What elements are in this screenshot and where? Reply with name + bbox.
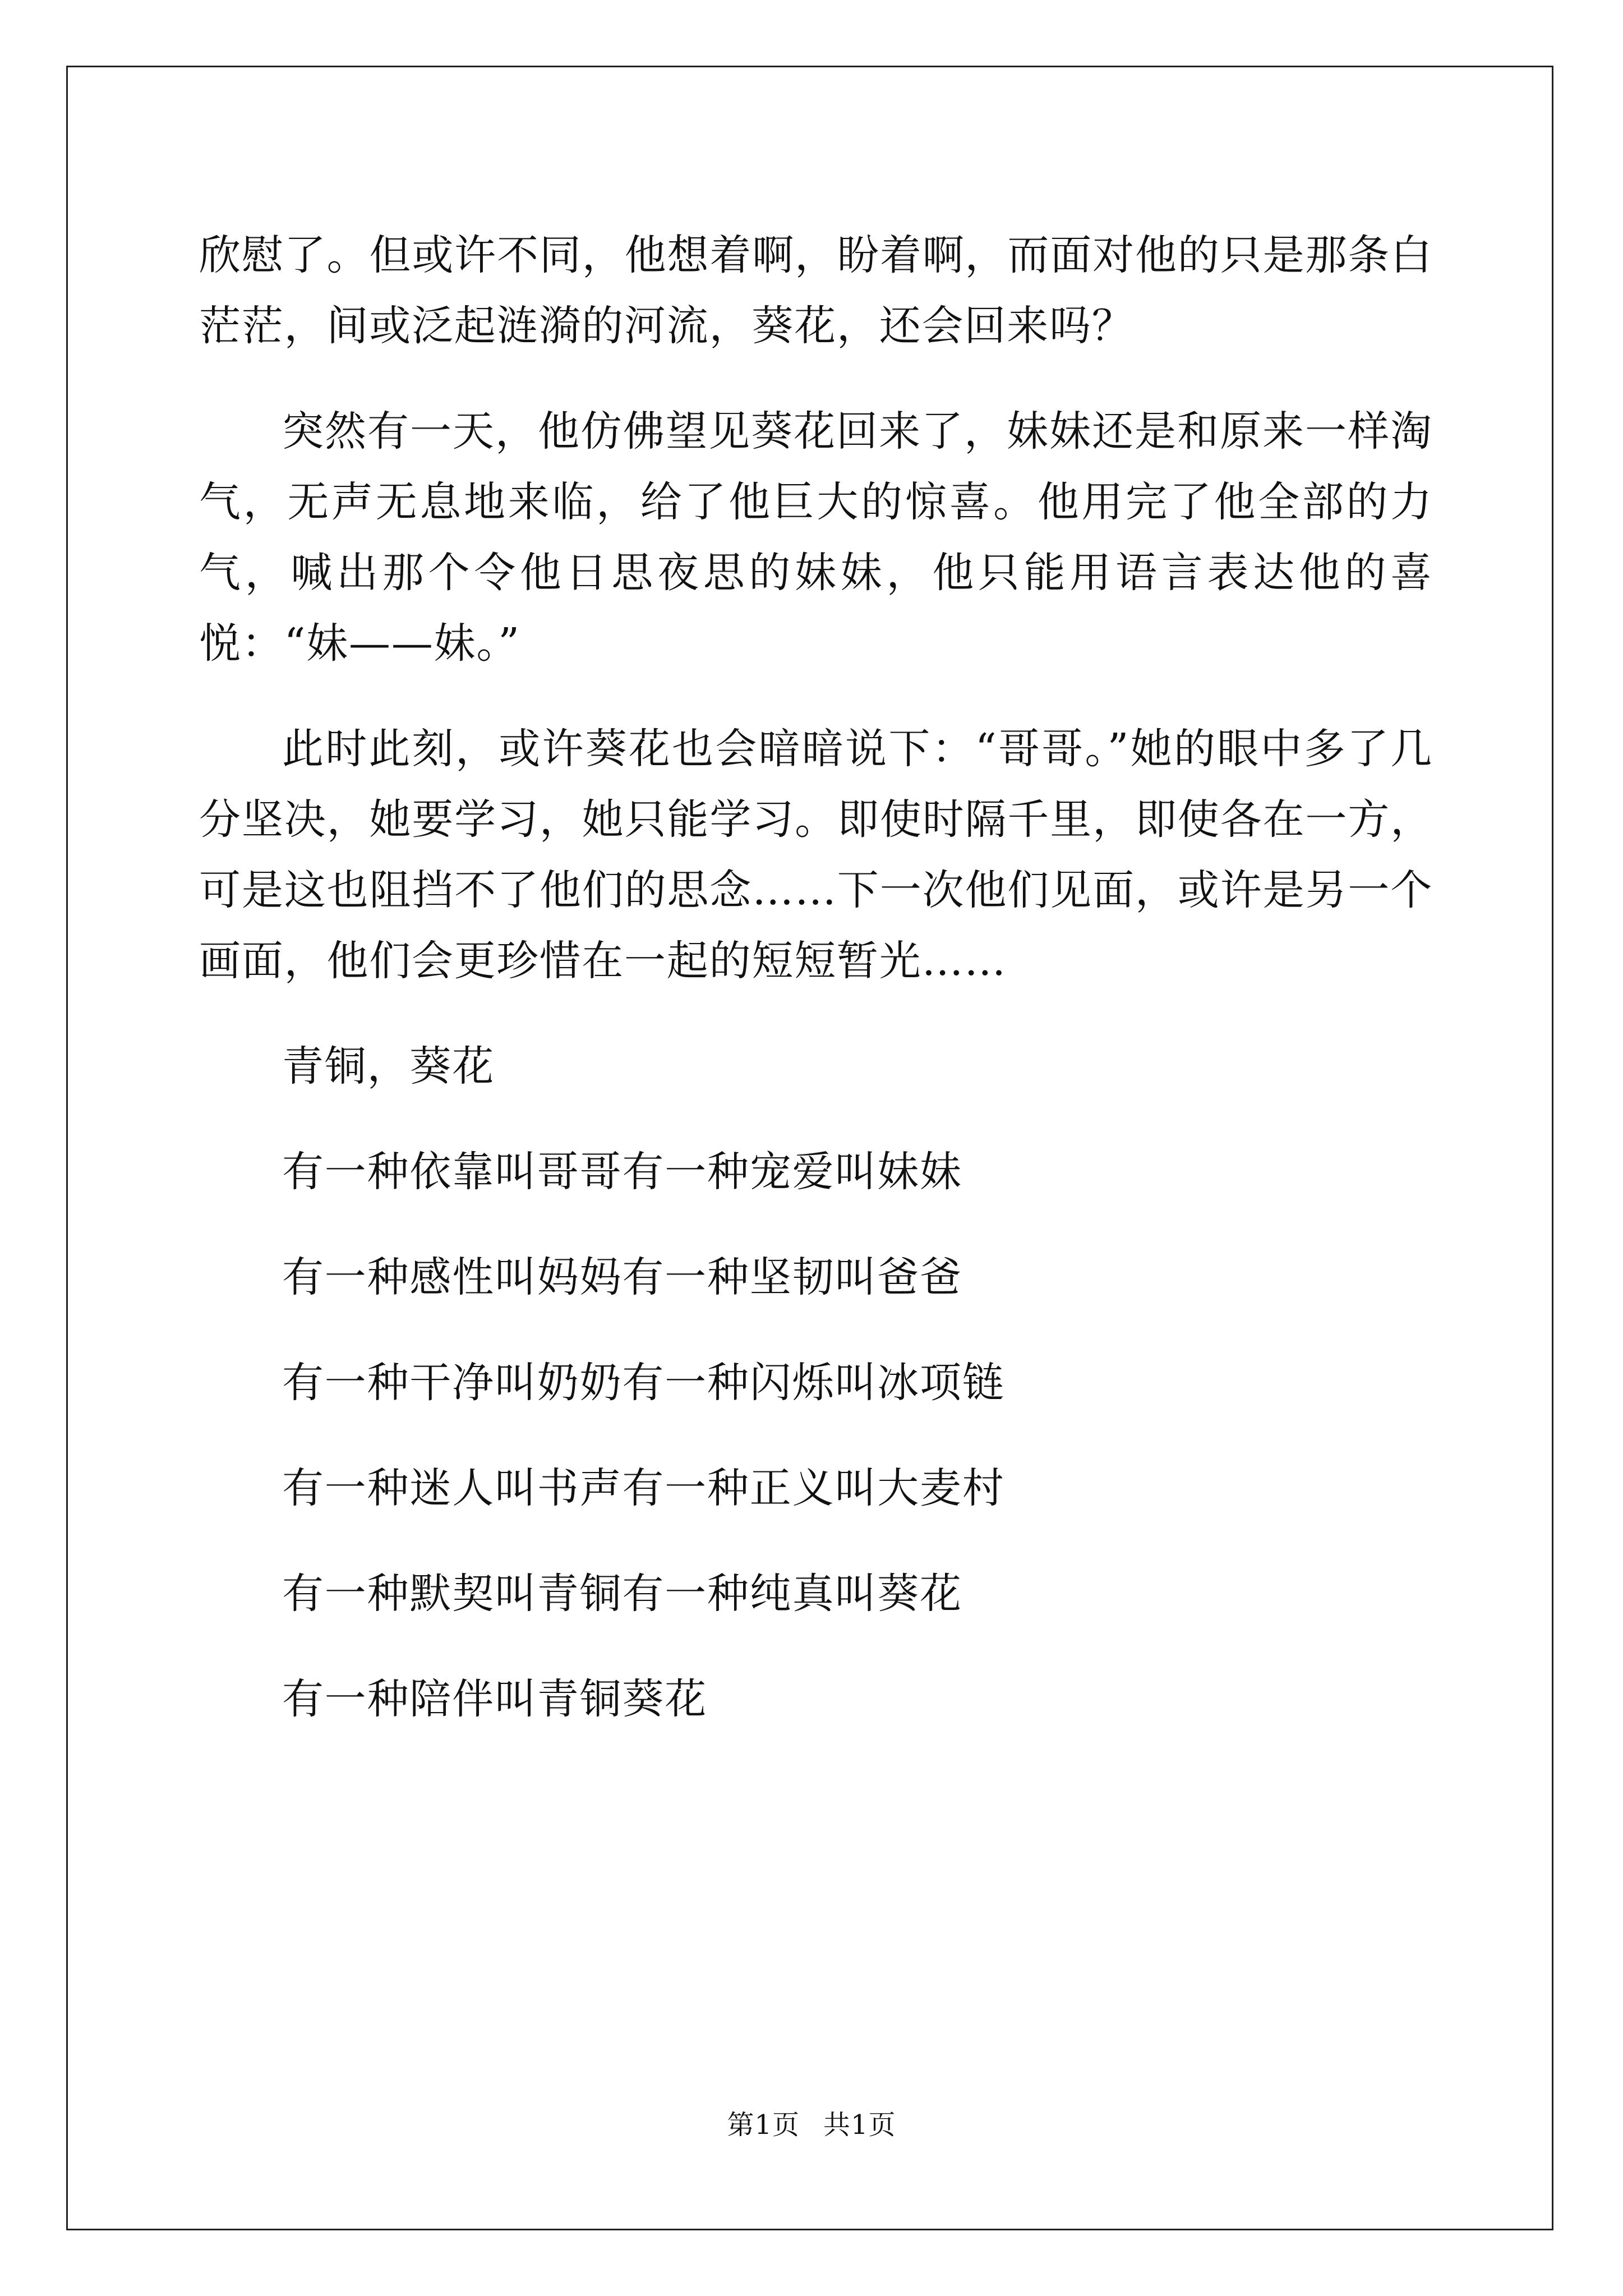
poem-line-5: 有一种默契叫青铜有一种纯真叫葵花 <box>282 1570 962 1618</box>
poem-line-4: 有一种迷人叫书声有一种正义叫大麦村 <box>282 1464 1005 1512</box>
paragraph-3: 此时此刻，或许葵花也会暗暗说下：“哥哥。”她的眼中多了几分坚决，她要学习，她只能学习。即使时隔千里，即使各在一方，可是这也阻挡不了他们的思念……下一次他们见面，或许是另一个画面，他们会更珍惜在一起的短短暂光…… <box>199 725 1433 985</box>
poem-title: 青铜，葵花 <box>282 1042 495 1091</box>
poem-line-6: 有一种陪伴叫青铜葵花 <box>282 1675 707 1723</box>
document-body <box>199 220 1433 1769</box>
poem-line-1: 有一种依靠叫哥哥有一种宠爱叫妹妹 <box>282 1148 962 1196</box>
page-footer <box>0 2108 1623 2142</box>
poem-line-2: 有一种感性叫妈妈有一种坚韧叫爸爸 <box>282 1253 962 1301</box>
page-number: 第1页 <box>727 2109 800 2141</box>
paragraph-1: 欣慰了。但或许不同，他想着啊，盼着啊，而面对他的只是那条白茫茫，间或泛起涟漪的河流，葵花，还会回来吗？ <box>199 231 1433 350</box>
paragraph-2: 突然有一天，他仿佛望见葵花回来了，妹妹还是和原来一样淘气，无声无息地来临，给了他巨大的惊喜。他用完了他全部的力气，喊出那个令他日思夜思的妹妹，他只能用语言表达他的喜悦：“妹——妹。” <box>199 407 1433 668</box>
poem <box>199 1031 1433 1734</box>
poem-line-3: 有一种干净叫奶奶有一种闪烁叫冰项链 <box>282 1359 1005 1407</box>
page-total: 共1页 <box>823 2109 896 2141</box>
